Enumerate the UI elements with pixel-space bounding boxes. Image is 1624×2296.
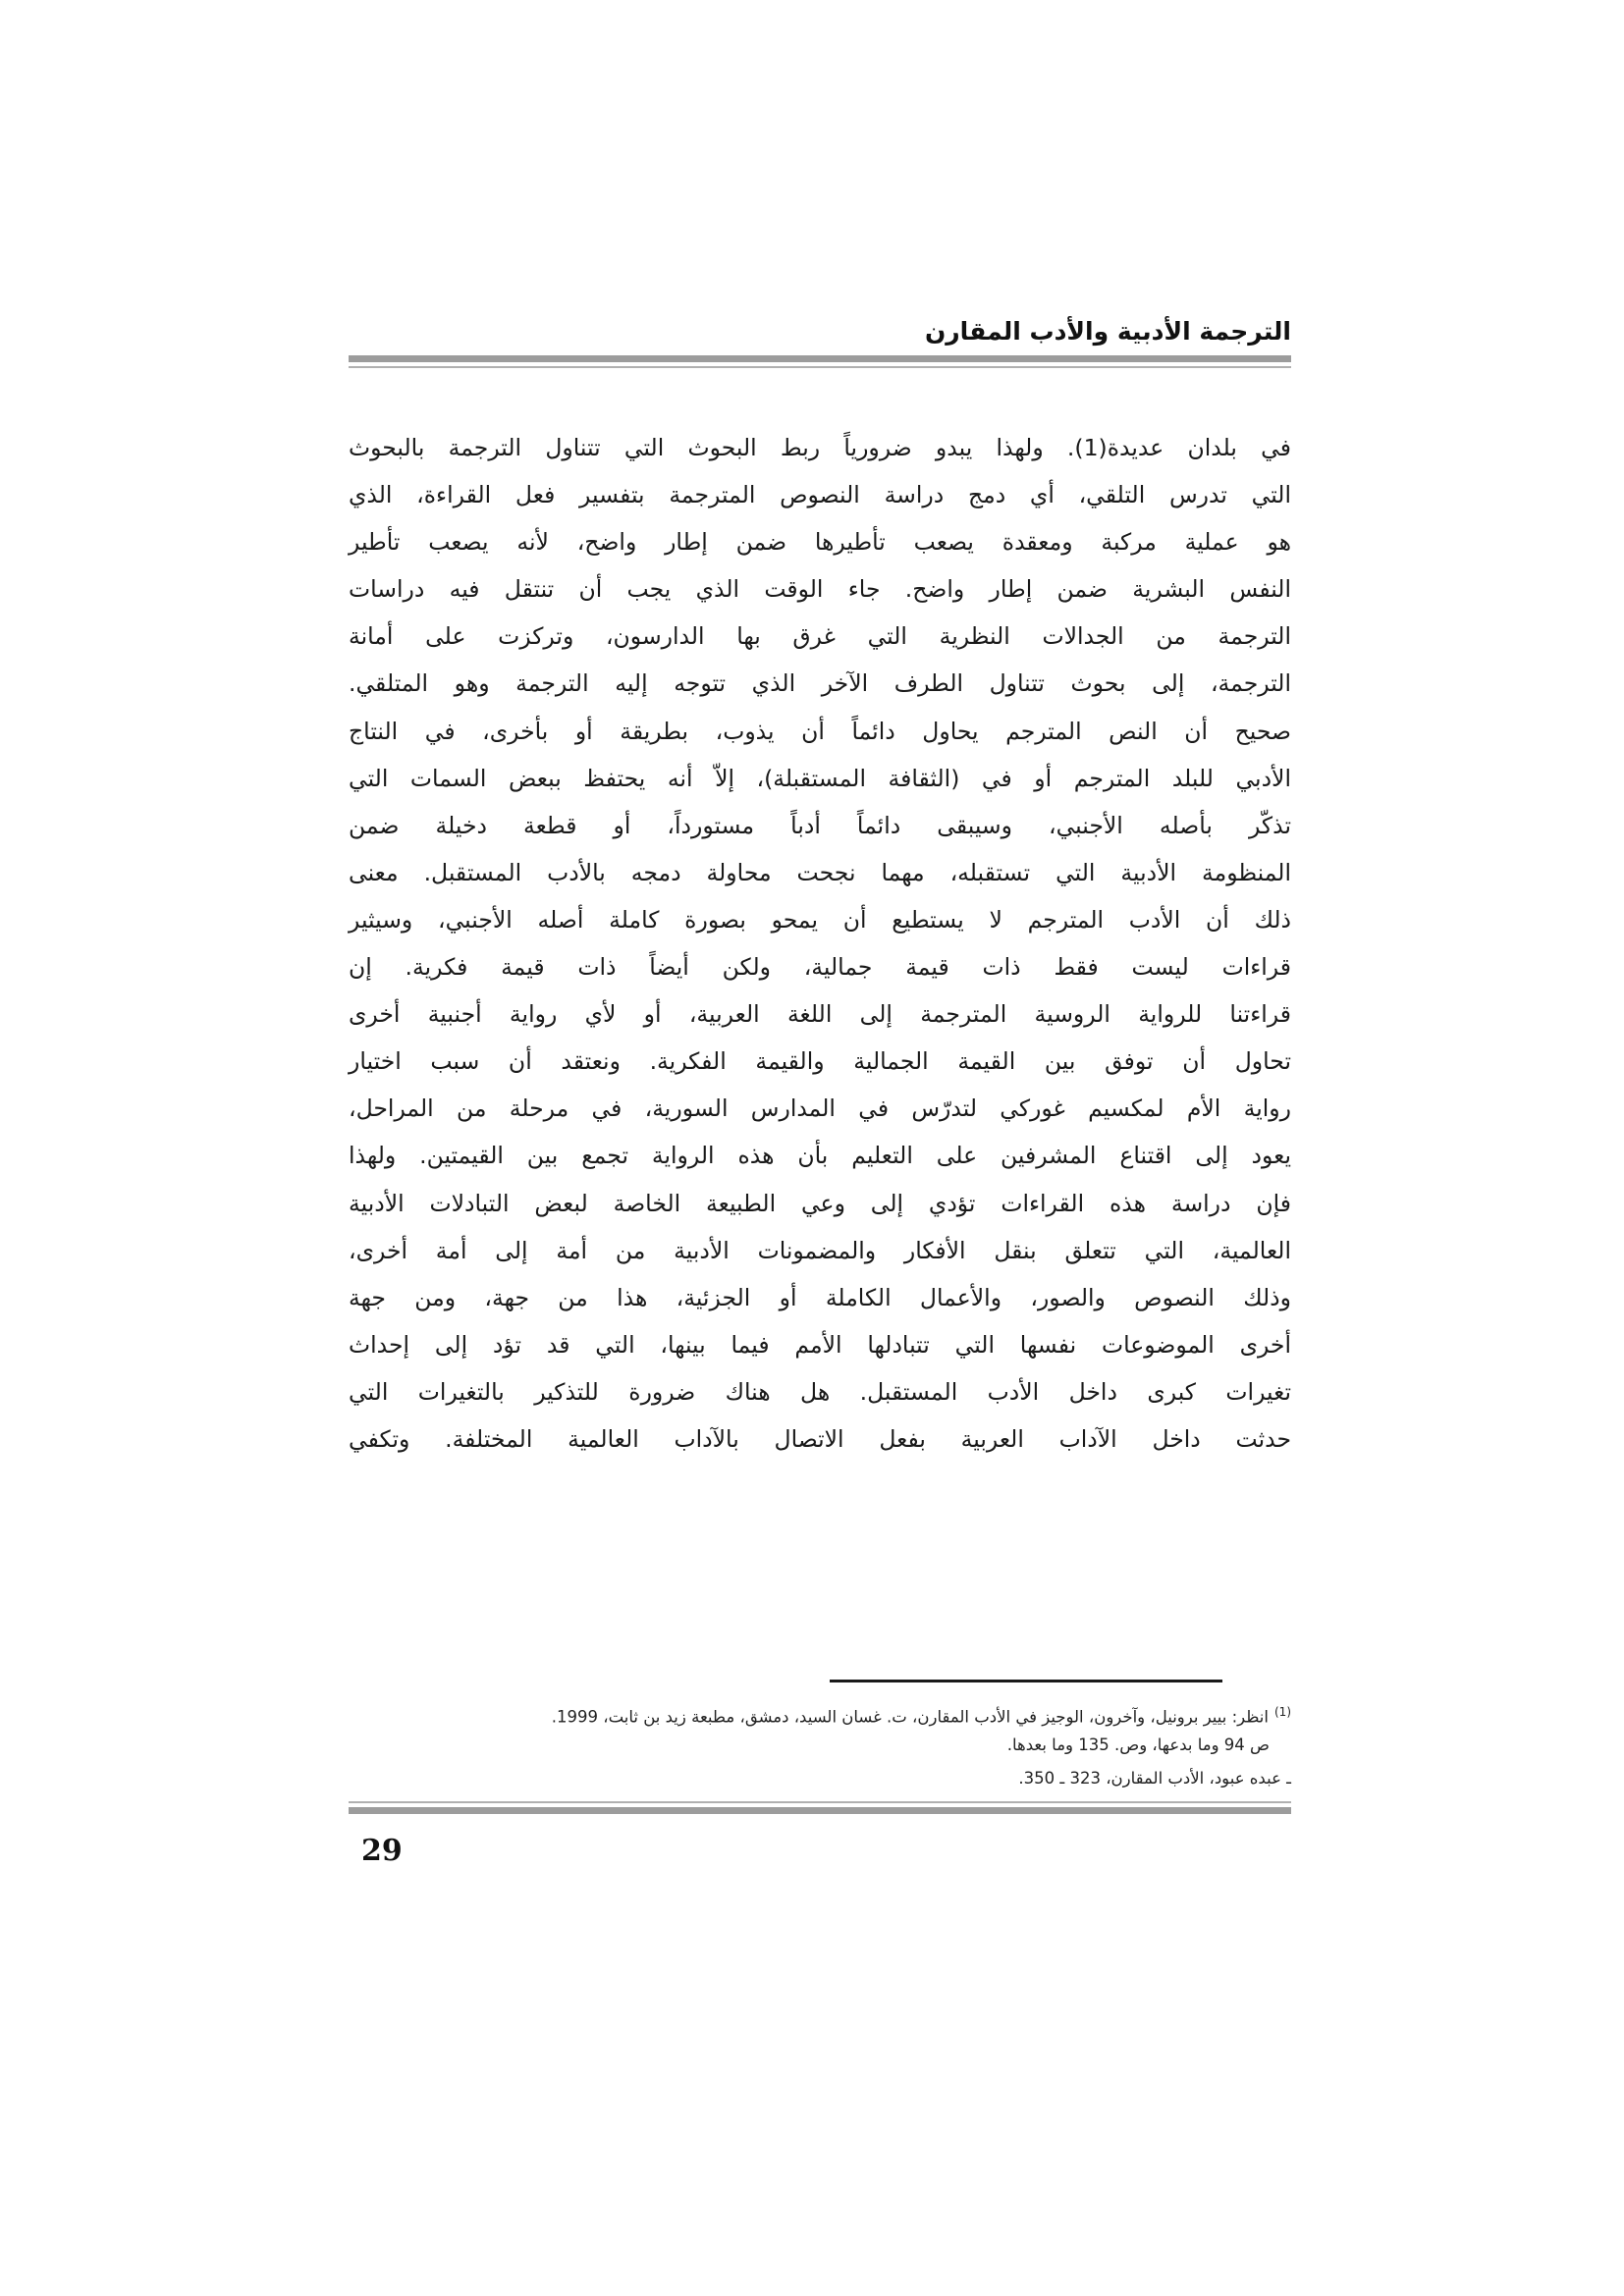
header-rule-thick [349, 355, 1291, 362]
body-line: في بلدان عديدة(1). ولهذا يبدو ضرورياً ربط البحوث التي تتناول الترجمة بالبحوث [349, 434, 1291, 461]
body-line: أخرى الموضوعات نفسها التي تتبادلها الأمم فيما بينها، التي قد تؤد إلى إحداث [349, 1330, 1291, 1359]
footnote-marker: (1) [1273, 1705, 1291, 1719]
body-line: تذكّر بأصله الأجنبي، وسيبقى دائماً أدباً مستورداً، أو قطعة دخيلة ضمن [349, 811, 1291, 839]
body-line: قراءتنا للرواية الروسية المترجمة إلى اللغة العربية، أو لأي رواية أجنبية أخرى [349, 1000, 1291, 1029]
body-text [349, 424, 1291, 1463]
footnote-separator [830, 1680, 1222, 1682]
body-line: ذلك أن الأدب المترجم لا يستطيع أن يمحو بصورة كاملة أصله الأجنبي، وسيثير [349, 905, 1291, 934]
footnote-line: ص 94 وما بدعها، وص. 135 وما بعدها. [1006, 1735, 1270, 1754]
footnotes [349, 1695, 1291, 1795]
footer-rule-thick [349, 1807, 1291, 1814]
body-line: التي تدرس التلقي، أي دمج دراسة النصوص المترجمة بتفسير فعل القراءة، الذي [349, 481, 1291, 509]
body-line: الأدبي للبلد المترجم أو في (الثقافة المستقبلة)، إلاّ أنه يحتفظ ببعض السمات التي [349, 764, 1291, 792]
body-line: النفس البشرية ضمن إطار واضح. جاء الوقت الذي يجب أن تنتقل فيه دراسات [349, 575, 1291, 604]
footnote-line: ـ عبده عبود، الأدب المقارن، 323 ـ 350. [1018, 1769, 1291, 1788]
header-rule-thin [349, 366, 1291, 368]
footnote-line [349, 1695, 1291, 1729]
footer-rule-thin [349, 1801, 1291, 1803]
body-line: فإن دراسة هذه القراءات تؤدي إلى وعي الطبيعة الخاصة لبعض التبادلات الأدبية [349, 1189, 1291, 1217]
body-line: قراءات ليست فقط ذات قيمة جمالية، ولكن أيضاً ذات قيمة فكرية. إن [349, 953, 1291, 982]
body-line: الترجمة من الجدالات النظرية التي غرق بها الدارسون، وتركزت على أمانة [349, 622, 1291, 651]
running-head-title: الترجمة الأدبية والأدب المقارن [924, 317, 1291, 346]
body-line: هو عملية مركبة ومعقدة يصعب تأطيرها ضمن إطار واضح، لأنه يصعب تأطير [349, 528, 1291, 557]
body-line: حدثت داخل الآداب العربية بفعل الاتصال بالآداب العالمية المختلفة. وتكفي [349, 1424, 1291, 1453]
body-line: تحاول أن توفق بين القيمة الجمالية والقيمة الفكرية. ونعتقد أن سبب اختيار [349, 1047, 1291, 1076]
page-number: 29 [361, 1834, 403, 1868]
body-line: وذلك النصوص والصور، والأعمال الكاملة أو الجزئية، هذا من جهة، ومن جهة [349, 1283, 1291, 1311]
body-line: المنظومة الأدبية التي تستقبله، مهما نجحت محاولة دمجه بالأدب المستقبل. معنى [349, 858, 1291, 886]
body-line: يعود إلى اقتناع المشرفين على التعليم بأن هذه الرواية تجمع بين القيمتين. ولهذا [349, 1142, 1291, 1170]
footnote-text: انظر: بيير برونيل، وآخرون، الوجيز في الأدب المقارن، ت. غسان السيد، دمشق، مطبعة زيد بن ثابت، 1999. [551, 1707, 1269, 1727]
body-line: صحيح أن النص المترجم يحاول دائماً أن يذوب، بطريقة أو بأخرى، في النتاج [349, 717, 1291, 745]
body-line: تغيرات كبرى داخل الأدب المستقبل. هل هناك ضرورة للتذكير بالتغيرات التي [349, 1377, 1291, 1406]
body-line: الترجمة، إلى بحوث تتناول الطرف الآخر الذي تتوجه إليه الترجمة وهو المتلقي. [349, 669, 1291, 698]
body-line: العالمية، التي تتعلق بنقل الأفكار والمضمونات الأدبية من أمة إلى أمة أخرى، [349, 1236, 1291, 1264]
body-line: رواية الأم لمكسيم غوركي لتدرّس في المدارس السورية، في مرحلة من المراحل، [349, 1095, 1291, 1123]
